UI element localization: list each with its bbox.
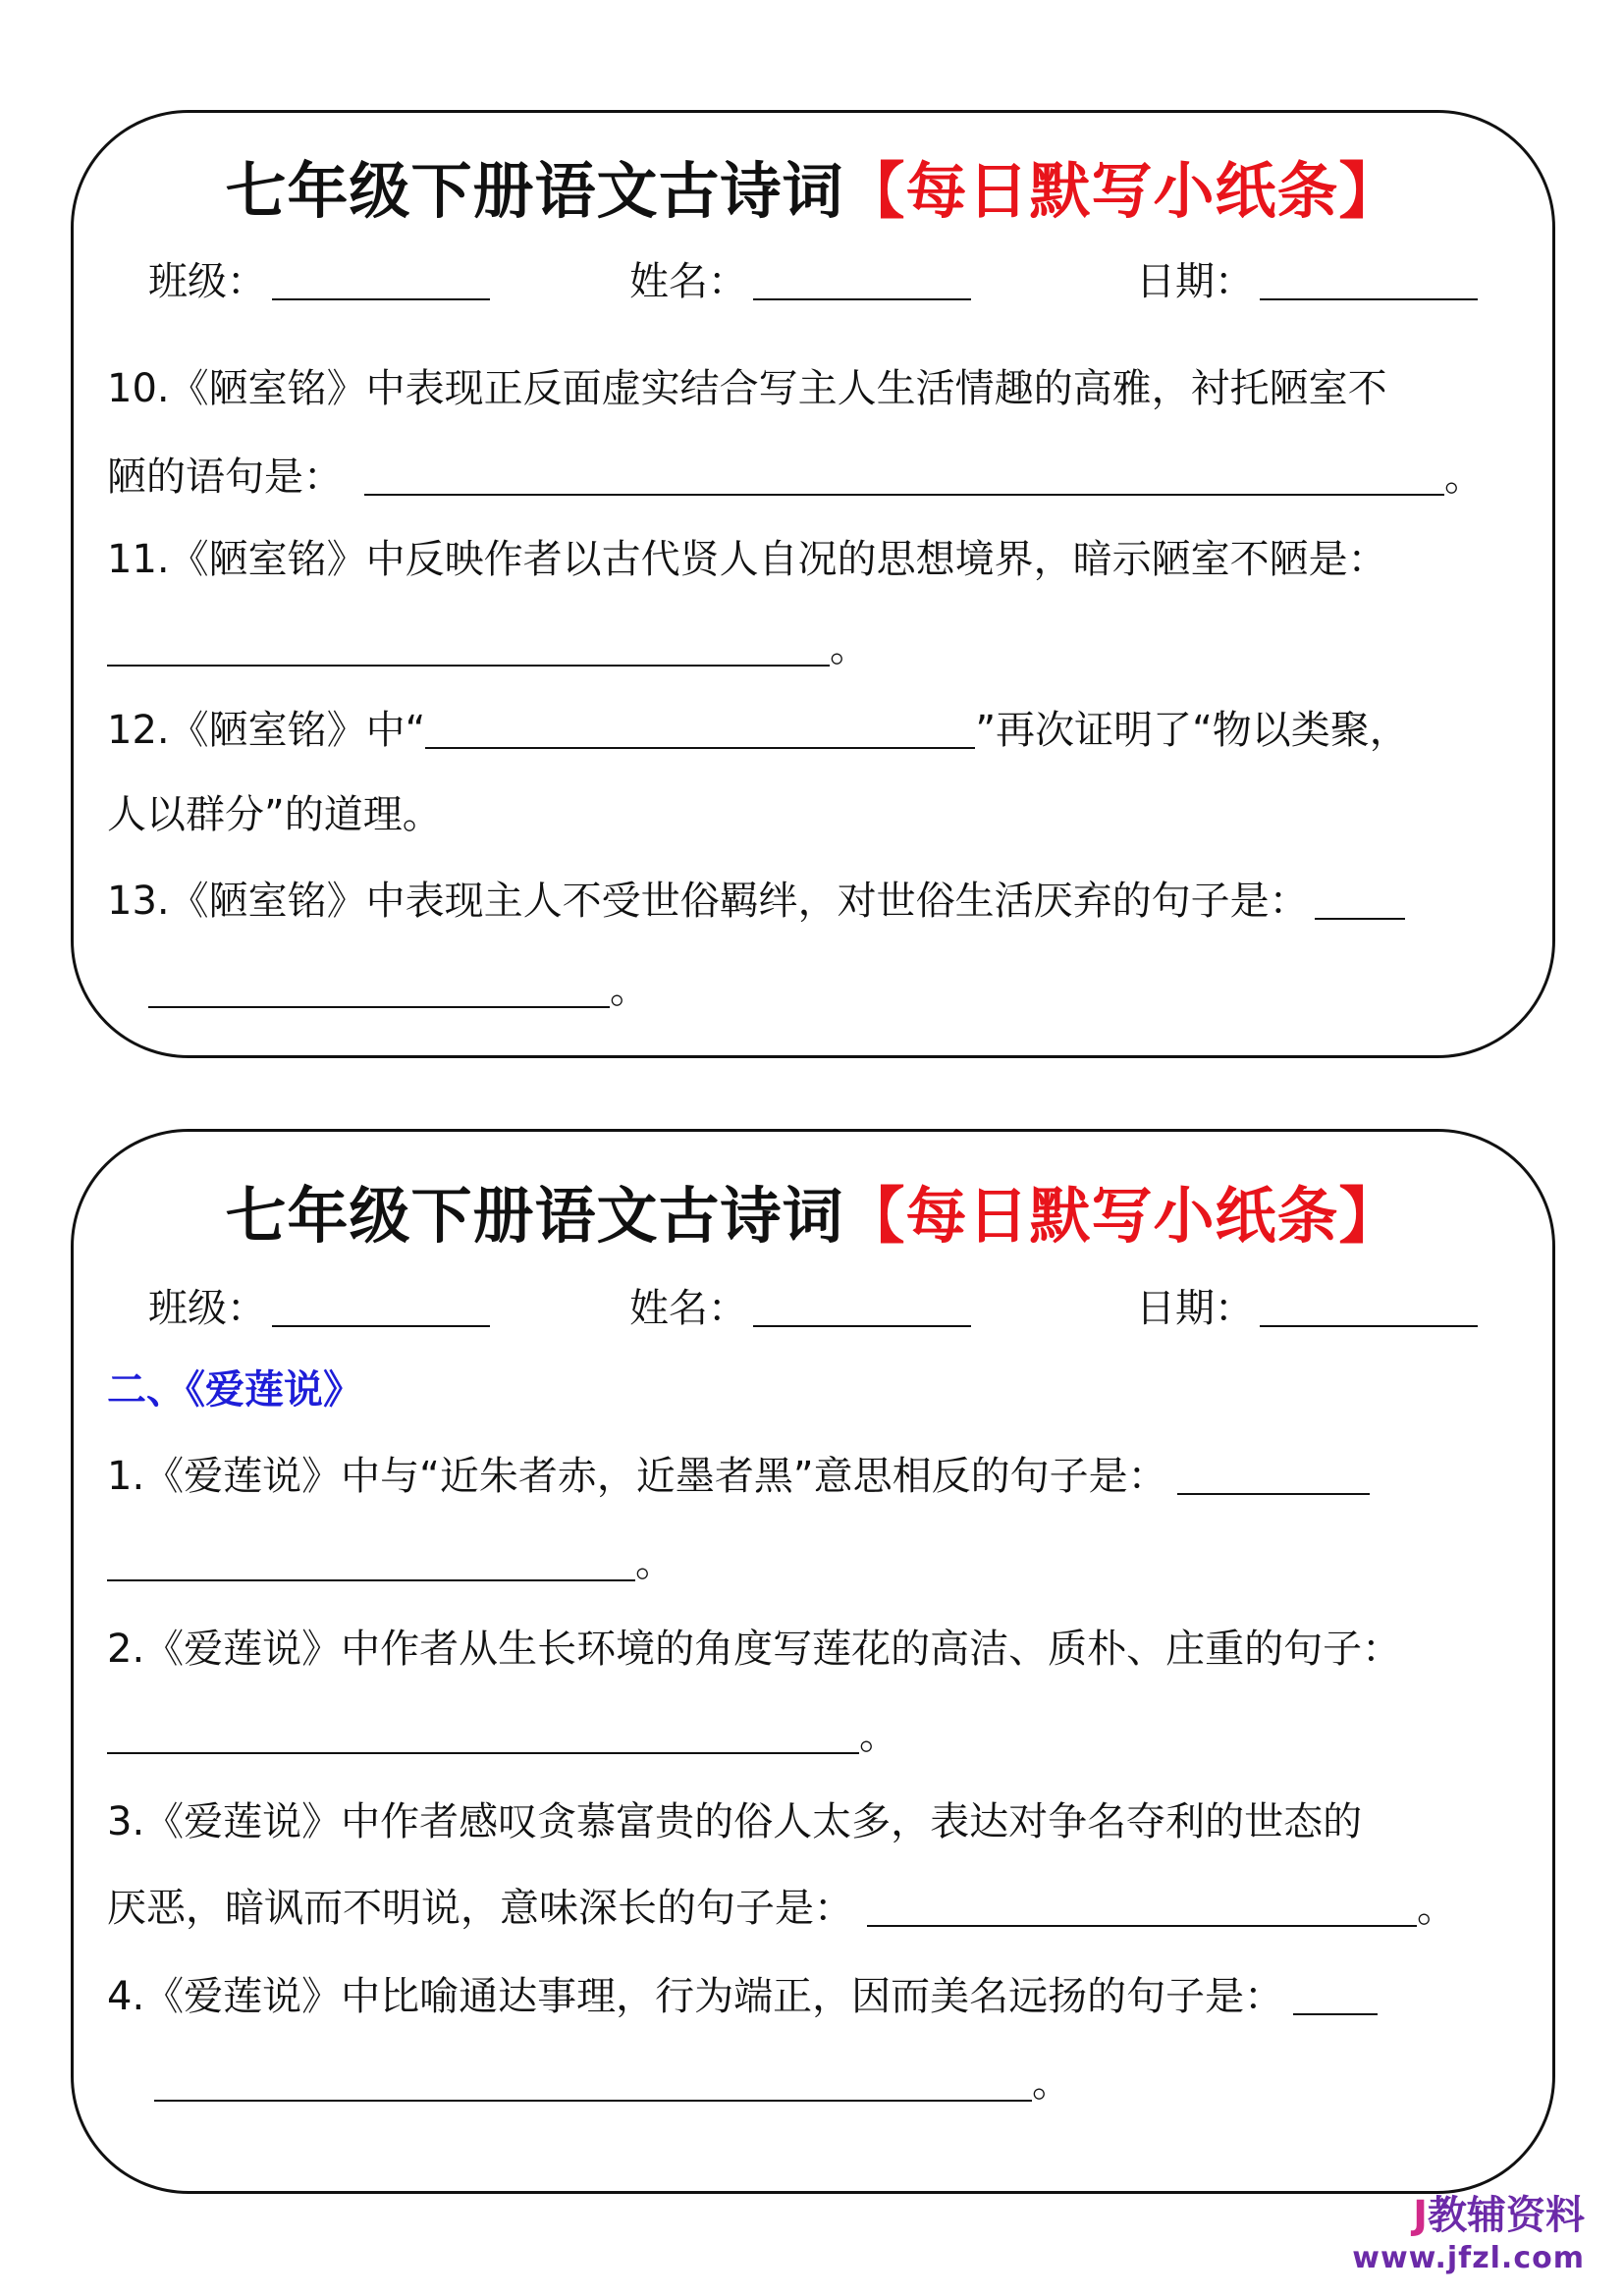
question-11-line2: 。 xyxy=(107,623,1523,672)
date-field xyxy=(1136,250,1478,306)
card-title xyxy=(74,1167,1552,1255)
question-11-line1: 11.《陋室铭》中反映作者以古代贤人自况的思想境界，暗示陋室不陋是： xyxy=(107,537,1387,582)
class-field xyxy=(148,1277,490,1333)
question-2-line1: 2.《爱莲说》中作者从生长环境的角度写莲花的高洁、质朴、庄重的句子： xyxy=(107,1627,1402,1672)
answer-blank-4a[interactable] xyxy=(1293,1974,1378,2015)
question-1-line2: 。 xyxy=(107,1538,1523,1587)
dictation-card-1 xyxy=(71,110,1555,1058)
section-heading: 二、《爱莲说》 xyxy=(107,1367,362,1413)
answer-blank-11[interactable] xyxy=(107,625,830,667)
name-label: 姓名： xyxy=(629,259,747,304)
name-field xyxy=(629,1277,971,1333)
name-label: 姓名： xyxy=(629,1286,747,1331)
question-10-line1: 10.《陋室铭》中表现正反面虚实结合写主人生活情趣的高雅，衬托陋室不 xyxy=(107,366,1387,411)
question-1-line1: 1.《爱莲说》中与“近朱者赤，近墨者黑”意思相反的句子是： xyxy=(107,1452,1523,1501)
date-label: 日期： xyxy=(1136,259,1254,304)
dictation-card-2 xyxy=(71,1129,1555,2194)
name-blank[interactable] xyxy=(753,259,971,300)
answer-blank-13a[interactable] xyxy=(1315,879,1405,920)
class-label: 班级： xyxy=(148,259,266,304)
answer-blank-3[interactable] xyxy=(867,1886,1417,1927)
date-field xyxy=(1136,1277,1478,1333)
name-field xyxy=(629,250,971,306)
watermark-logo xyxy=(1352,2194,1585,2280)
date-label: 日期： xyxy=(1136,1286,1254,1331)
question-2-line2: 。 xyxy=(107,1711,1523,1760)
title-highlight: 【每日默写小纸条】 xyxy=(843,155,1401,227)
logo-mark-icon: J xyxy=(1413,2193,1428,2238)
class-label: 班级： xyxy=(148,1286,266,1331)
question-10-line2: 陋的语句是： 。 xyxy=(107,454,1484,500)
question-12-line2: 人以群分”的道理。 xyxy=(107,792,442,837)
card-title xyxy=(74,142,1552,230)
answer-blank-13b[interactable] xyxy=(148,967,610,1008)
student-info-row xyxy=(74,250,1552,309)
answer-blank-4b[interactable] xyxy=(154,2060,1032,2102)
student-info-row xyxy=(74,1277,1552,1336)
question-4-line1: 4.《爱莲说》中比喻通达事理，行为端正，因而美名远扬的句子是： xyxy=(107,1972,1523,2021)
logo-url: www.jfzl.com xyxy=(1352,2241,1585,2275)
question-3-line1: 3.《爱莲说》中作者感叹贪慕富贵的俗人太多，表达对争名夺利的世态的 xyxy=(107,1799,1363,1844)
answer-blank-1a[interactable] xyxy=(1177,1454,1370,1495)
logo-name: 教辅资料 xyxy=(1428,2193,1585,2238)
date-blank[interactable] xyxy=(1260,1286,1478,1327)
class-blank[interactable] xyxy=(272,1286,490,1327)
answer-blank-10[interactable] xyxy=(364,454,1444,496)
question-13-line1: 13.《陋室铭》中表现主人不受世俗羁绊，对世俗生活厌弃的句子是： xyxy=(107,877,1523,926)
answer-blank-2[interactable] xyxy=(107,1713,859,1754)
question-13-line2: 。 xyxy=(148,965,1523,1014)
date-blank[interactable] xyxy=(1260,259,1478,300)
question-4-line2: 。 xyxy=(154,2058,1523,2108)
class-blank[interactable] xyxy=(272,259,490,300)
title-main: 七年级下册语文古诗词 xyxy=(225,155,844,227)
title-main: 七年级下册语文古诗词 xyxy=(225,1180,844,1252)
name-blank[interactable] xyxy=(753,1286,971,1327)
question-3-line2: 厌恶，暗讽而不明说，意味深长的句子是： 。 xyxy=(107,1886,1456,1931)
question-12-line1: 12.《陋室铭》中“ ”再次证明了“物以类聚， xyxy=(107,708,1409,753)
answer-blank-1b[interactable] xyxy=(107,1540,635,1581)
answer-blank-12[interactable] xyxy=(425,708,975,749)
title-highlight: 【每日默写小纸条】 xyxy=(843,1180,1401,1252)
class-field xyxy=(148,250,490,306)
